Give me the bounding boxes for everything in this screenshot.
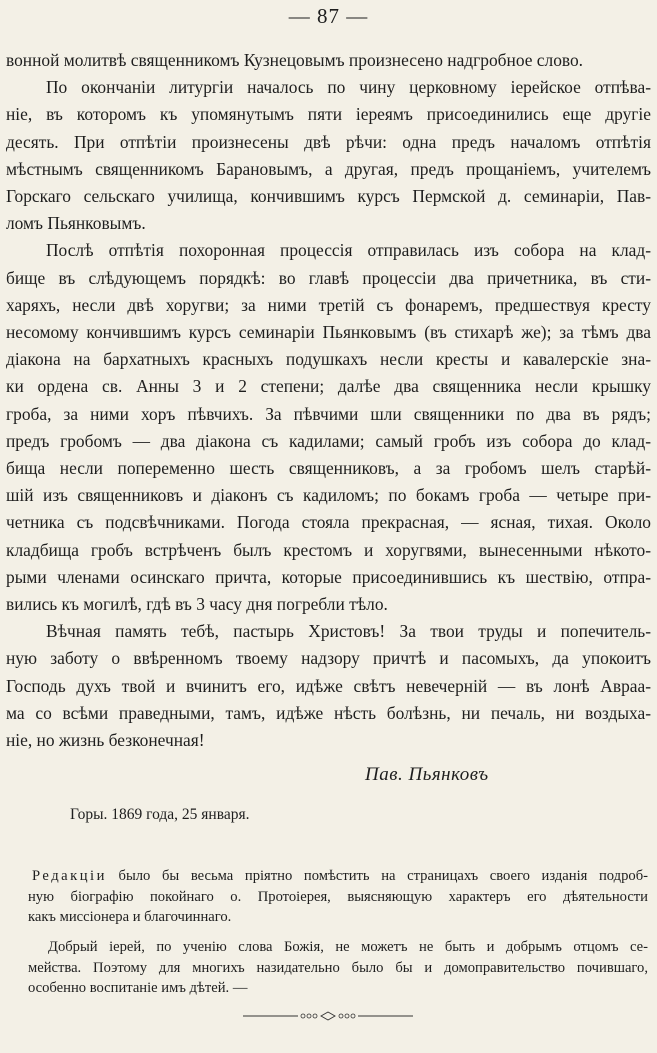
text-line: рыми членами осинскаго причта, которые присоединившись къ шествію, отпра- — [6, 566, 651, 587]
author-signature: Пав. Пьянковъ — [365, 764, 489, 785]
text-line: какъ миссіонера и благочиннаго. — [28, 909, 232, 925]
text-line: мейства. Поэтому для многихъ назидательно было бы и домоправительство почившаго, — [28, 959, 648, 976]
paragraph-1 — [6, 47, 651, 74]
text-line: харяхъ, несли двѣ хоругви; за ними третій съ фонаремъ, предшествуя кресту — [6, 294, 651, 315]
text-line: предъ гробомъ — два діакона съ кадилами; самый гробъ изъ собора до клад- — [6, 430, 651, 451]
text-line: Послѣ отпѣтія похоронная процессія отправилась изъ собора на клад- — [46, 240, 651, 261]
text-line: Вѣчная память тебѣ, пастырь Христовъ! За твои труды и попечитель- — [46, 621, 651, 642]
text-line: бище въ слѣдующемъ порядкѣ: во главѣ процессіи два причетника, въ сти- — [6, 267, 651, 288]
text-line: бища несли попеременно шесть священниковъ, а за гробомъ шелъ старѣй- — [6, 458, 651, 479]
text-line: ма со всѣми праведными, тамъ, идѣже нѣсть болѣзнь, ни печаль, ни воздыха- — [6, 702, 651, 723]
text-line: вонной молитвѣ священникомъ Кузнецовымъ произнесено надгробное слово. — [6, 50, 584, 70]
editorial-note-2 — [28, 937, 648, 999]
text-line: вились къ могилѣ, гдѣ въ 3 часу дня погребли тѣло. — [6, 594, 388, 615]
text-line: По окончаніи литургіи началось по чину церковному іерейское отпѣва- — [46, 77, 651, 98]
text-line: Добрый іерей, по ученію слова Божія, не можетъ не быть и добрымъ отцомъ се- — [48, 939, 648, 955]
text-line: особенно воспитаніе имъ дѣтей. — — [28, 980, 248, 996]
text-line: кладбища гробъ встрѣченъ былъ крестомъ и хоругвями, вынесенными нѣкото- — [6, 539, 651, 560]
text-line: ломъ Пьянковымъ. — [6, 213, 146, 234]
text-line: ніе, въ которомъ къ упомянутымъ пяти іереямъ присоединились еще другіе — [6, 104, 651, 125]
text-line: десять. При отпѣтіи произнесены двѣ рѣчи: одна предъ началомъ отпѣтія — [6, 131, 651, 152]
text-line: гроба, за ними хоръ пѣвчихъ. За пѣвчими шли священники по два въ рядъ; — [6, 403, 651, 424]
text-line — [28, 866, 648, 887]
text-line: ную заботу о ввѣренномъ твоему надзору причтѣ и пасомыхъ, да упокоитъ — [6, 648, 651, 669]
page-number: — 87 — — [288, 4, 369, 28]
text-line: Господь духъ твой и вчинитъ его, идѣже свѣтъ невечерній — въ лонѣ Авраа- — [6, 675, 651, 696]
text-line: ніе, но жизнь безконечная! — [6, 730, 205, 751]
ornament-divider — [243, 1011, 413, 1021]
text-line: діакона на бархатныхъ красныхъ подушкахъ несли кресты и кавалерскіе зна- — [6, 349, 651, 370]
text-line: шій изъ священниковъ и діаконъ съ кадиломъ; по бокамъ гроба — четыре при- — [6, 485, 651, 506]
text-line: мѣстнымъ священникомъ Барановымъ, а другая, предъ прощаніемъ, учителемъ — [6, 158, 651, 179]
dateline: Горы. 1869 года, 25 января. — [70, 806, 250, 823]
article-body — [6, 47, 651, 754]
text-line: четника съ подсвѣчниками. Погода стояла прекрасная, — ясная, тихая. Около — [6, 512, 651, 533]
paragraph-4 — [6, 618, 651, 754]
text-line: ную біографію покойнаго о. Протоіерея, выясняющую характеръ его дѣятельности — [28, 888, 648, 905]
text-line: ки ордена св. Анны 3 и 2 степени; далѣе два священника несли крышку — [6, 376, 651, 397]
paragraph-3 — [6, 237, 651, 618]
text-line: Горскаго сельскаго училища, кончившимъ курсъ Пермской д. семинаріи, Пав- — [6, 186, 651, 207]
paragraph-2 — [6, 74, 651, 237]
note-lead-word: Редакціи — [32, 868, 107, 884]
note-text: было бы весьма пріятно помѣстить на страницахъ своего изданія подроб- — [118, 868, 648, 884]
text-line: несомому кончившимъ курсъ семинаріи Пьянковымъ (въ стихарѣ же); за тѣмъ два — [6, 322, 651, 343]
editorial-note — [28, 866, 648, 928]
